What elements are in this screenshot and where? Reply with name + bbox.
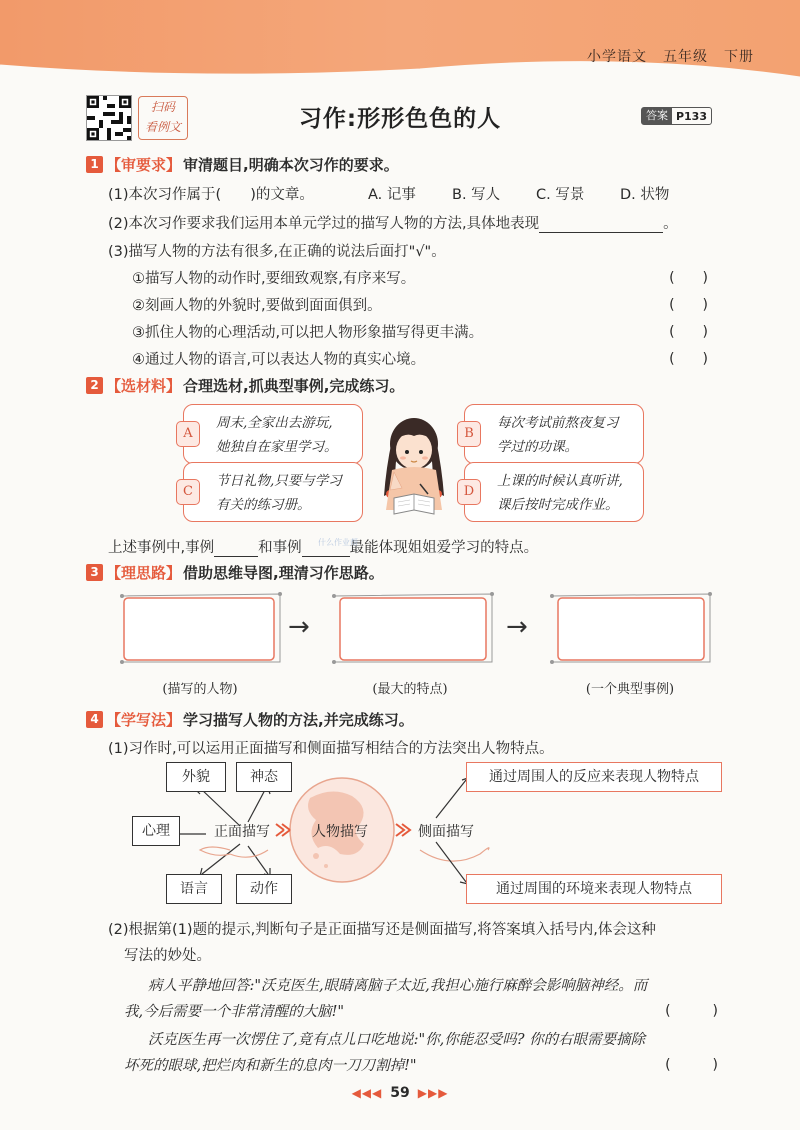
- passage-1-answer-paren[interactable]: ( ): [665, 1003, 718, 1019]
- q2-stem: (2)本次习作要求我们运用本单元学过的描写人物的方法,具体地表现: [108, 216, 540, 232]
- girl-studying-illustration: [372, 410, 456, 518]
- answer-tag[interactable]: [641, 107, 712, 125]
- front-item-expression: 神态: [236, 762, 292, 792]
- center-label: 人物描写: [312, 824, 368, 840]
- q3-answer-paren[interactable]: ( ): [669, 297, 708, 313]
- q1-option-d[interactable]: D. 状物: [620, 187, 670, 203]
- side-item-reaction: 通过周围人的反应来表现人物特点: [466, 762, 722, 792]
- case-card-a: [183, 404, 363, 464]
- case-letter: D: [457, 479, 481, 505]
- header-info: [571, 46, 754, 66]
- case-text: 有关的练习册。: [216, 497, 311, 513]
- case-card-d: [464, 462, 644, 522]
- q1-option-c[interactable]: C. 写景: [536, 187, 585, 203]
- front-item-psychology: 心理: [132, 816, 180, 846]
- case-text: 节日礼物,只要与学习: [216, 473, 342, 489]
- q1-stem: (1)本次习作属于( )的文章。: [108, 187, 314, 203]
- q3-stem: (3)描写人物的方法有很多,在正确的说法后面打"√"。: [108, 244, 446, 260]
- front-item-appearance: 外貌: [166, 762, 226, 792]
- q3-item: ④通过人物的语言,可以表达人物的真实心境。: [132, 352, 426, 368]
- passage-2-line2: 坏死的眼球,把烂肉和新生的息肉一刀刀割掉!": [124, 1058, 417, 1074]
- qr-label-line1: 扫码: [150, 100, 175, 114]
- section4-q2-line2: 写法的妙处。: [124, 948, 211, 964]
- header-band: [0, 0, 800, 80]
- section-tag: 【审要求】: [106, 156, 182, 174]
- section-tag: 【选材料】: [106, 377, 182, 395]
- q2-blank[interactable]: [539, 219, 663, 233]
- section4-q1: (1)习作时,可以运用正面描写和侧面描写相结合的方法突出人物特点。: [108, 741, 554, 757]
- section-tag: 【学写法】: [106, 711, 182, 729]
- prev-arrows-icon: ◀◀◀: [351, 1086, 383, 1100]
- mindmap-caption: (最大的特点): [372, 682, 448, 697]
- fill-part-3: 最能体现姐姐爱学习的特点。: [349, 540, 539, 556]
- passage-1-line1: 病人平静地回答:"沃克医生,眼睛离脑子太近,我担心施行麻醉会影响脑神经。而: [148, 978, 648, 994]
- q3-answer-paren[interactable]: ( ): [669, 324, 708, 340]
- case-text: 她独自在家里学习。: [216, 439, 338, 455]
- q1-option-a[interactable]: A. 记事: [368, 187, 416, 203]
- section-instruction: 学习描写人物的方法,并完成练习。: [183, 711, 414, 729]
- front-description-label: 正面描写: [214, 824, 270, 840]
- section-3-heading: [86, 562, 384, 583]
- section-number: 4: [86, 711, 103, 728]
- section-2-heading: [86, 375, 404, 396]
- page-number: 59: [390, 1085, 410, 1101]
- case-card-b: [464, 404, 644, 464]
- q3-item: ①描写人物的动作时,要细致观察,有序来写。: [132, 271, 416, 287]
- case-text: 学过的功课。: [497, 439, 578, 455]
- q1-option-b[interactable]: B. 写人: [452, 187, 501, 203]
- side-item-environment: 通过周围的环境来表现人物特点: [466, 874, 722, 904]
- mindmap-arrow-icon: →: [288, 612, 310, 642]
- next-arrows-icon: ▶▶▶: [417, 1086, 449, 1100]
- case-text: 周末,全家出去游玩,: [216, 415, 333, 431]
- case-letter: B: [457, 421, 481, 447]
- header-grade: 五年级: [663, 49, 708, 65]
- header-subject: 小学语文: [587, 49, 647, 65]
- answer-label: 答案: [642, 108, 672, 124]
- header-volume: 下册: [724, 49, 754, 65]
- case-text: 上课的时候认真听讲,: [497, 473, 623, 489]
- section-instruction: 审清题目,明确本次习作的要求。: [183, 156, 399, 174]
- mindmap-box-person[interactable]: [118, 590, 284, 666]
- case-text: 课后按时完成作业。: [497, 497, 619, 513]
- fill-part-1: 上述事例中,事例: [108, 540, 215, 556]
- section-1-heading: [86, 154, 399, 175]
- section-instruction: 合理选材,抓典型事例,完成练习。: [183, 377, 405, 395]
- case-card-c: [183, 462, 363, 522]
- mindmap-caption: (描写的人物): [162, 682, 238, 697]
- qr-label-line2: 看例文: [144, 120, 181, 134]
- watermark-text: 什么作业帮: [318, 538, 358, 547]
- case-text: 每次考试前熬夜复习: [497, 415, 619, 431]
- case-letter: C: [176, 479, 200, 505]
- answer-page: P133: [675, 109, 707, 123]
- side-description-label: 侧面描写: [418, 824, 474, 840]
- passage-2-answer-paren[interactable]: ( ): [665, 1057, 718, 1073]
- mindmap-arrow-icon: →: [506, 612, 528, 642]
- section-instruction: 借助思维导图,理清习作思路。: [183, 564, 384, 582]
- mindmap-caption: (一个典型事例): [585, 682, 675, 697]
- q3-answer-paren[interactable]: ( ): [669, 270, 708, 286]
- page-title: 习作:形形色色的人: [298, 106, 502, 132]
- section-tag: 【理思路】: [106, 564, 182, 582]
- front-item-language: 语言: [166, 874, 222, 904]
- q2-line: [108, 212, 678, 233]
- fill-blank-1[interactable]: [214, 543, 258, 557]
- q3-item: ③抓住人物的心理活动,可以把人物形象描写得更丰满。: [132, 325, 484, 341]
- q3-answer-paren[interactable]: ( ): [669, 351, 708, 367]
- mindmap-box-feature[interactable]: [330, 590, 496, 666]
- section-number: 2: [86, 377, 103, 394]
- page-footer: [0, 1085, 800, 1101]
- front-item-action: 动作: [236, 874, 292, 904]
- q2-end: 。: [663, 216, 678, 232]
- section-number: 1: [86, 156, 103, 173]
- fill-part-2: 和事例: [258, 540, 302, 556]
- passage-2-line1: 沃克医生再一次愣住了,竟有点儿口吃地说:"你,你能忍受吗? 你的右眼需要摘除: [148, 1032, 646, 1048]
- mindmap-box-example[interactable]: [548, 590, 714, 666]
- case-letter: A: [176, 421, 200, 447]
- section4-q2-line1: (2)根据第(1)题的提示,判断句子是正面描写还是侧面描写,将答案填入括号内,体会这种: [108, 922, 656, 938]
- section-number: 3: [86, 564, 103, 581]
- section-4-heading: [86, 709, 414, 730]
- passage-1-line2: 我,今后需要一个非常清醒的大脑!": [124, 1004, 345, 1020]
- q3-item: ②刻画人物的外貌时,要做到面面俱到。: [132, 298, 382, 314]
